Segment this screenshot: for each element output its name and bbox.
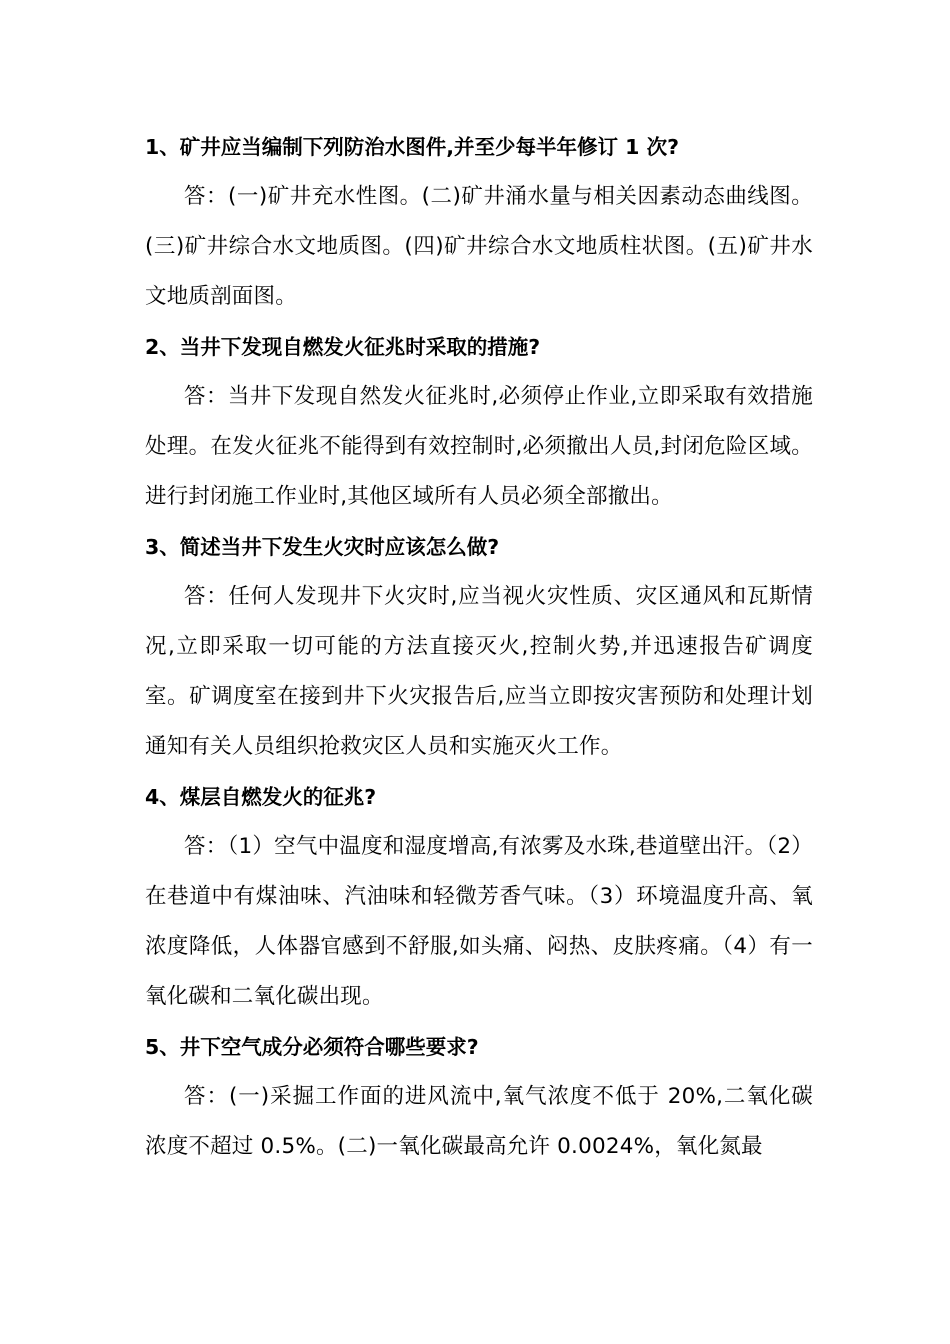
- question-4: 4、煤层自燃发火的征兆?: [145, 785, 377, 809]
- question-5: 5、井下空气成分必须符合哪些要求?: [145, 1035, 479, 1059]
- question-1: 1、矿井应当编制下列防治水图件,并至少每半年修订 1 次?: [145, 135, 679, 159]
- answer-5: 答：(一)采掘工作面的进风流中,氧气浓度不低于 20%,二氧化碳浓度不超过 0.5%。(二)一氧化碳最高允许 0.0024%，氧化氮最: [145, 1084, 813, 1159]
- answer-2: 答：当井下发现自然发火征兆时,必须停止作业,立即采取有效措施处理。在发火征兆不能得到有效控制时,必须撤出人员,封闭危险区域。进行封闭施工作业时,其他区域所有人员必须全部撤出。: [145, 384, 813, 509]
- question-2: 2、当井下发现自燃发火征兆时采取的措施?: [145, 335, 541, 359]
- document-page: [145, 122, 813, 1172]
- question-3: 3、简述当井下发生火灾时应该怎么做?: [145, 535, 500, 559]
- answer-1: 答：(一)矿井充水性图。(二)矿井涌水量与相关因素动态曲线图。(三)矿井综合水文地质图。(四)矿井综合水文地质柱状图。(五)矿井水文地质剖面图。: [145, 184, 813, 309]
- answer-4: 答：（1）空气中温度和湿度增高,有浓雾及水珠,巷道壁出汗。（2）在巷道中有煤油味、汽油味和轻微芳香气味。（3）环境温度升高、氧浓度降低，人体器官感到不舒服,如头痛、闷热、皮肤疼痛。（4）有一氧化碳和二氧化碳出现。: [145, 834, 813, 1009]
- answer-3: 答：任何人发现井下火灾时,应当视火灾性质、灾区通风和瓦斯情况,立即采取一切可能的方法直接灭火,控制火势,并迅速报告矿调度室。矿调度室在接到井下火灾报告后,应当立即按灾害预防和处理计划通知有关人员组织抢救灾区人员和实施灭火工作。: [145, 584, 813, 759]
